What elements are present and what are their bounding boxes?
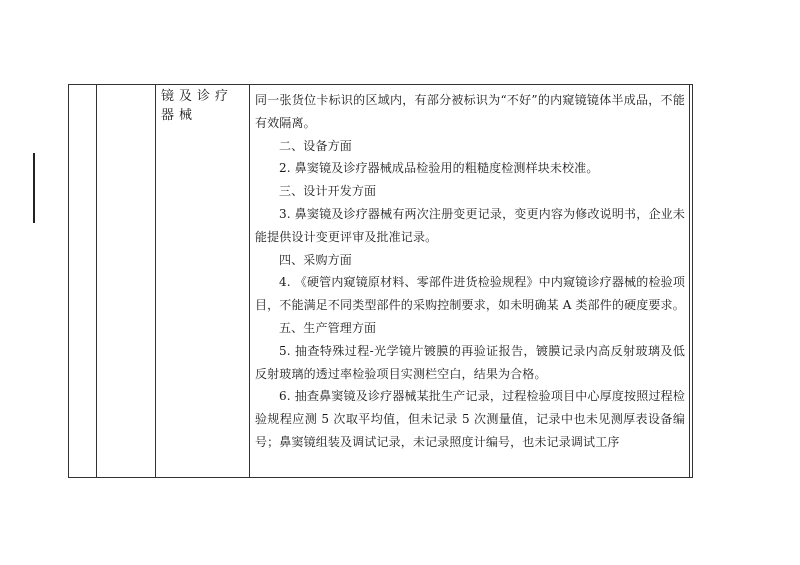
finding-item-6: 6. 抽查鼻窦镜及诊疗器械某批生产记录，过程检验项目中心厚度按照过程检验规程应测 5 次取平均值，但未记录 5 次测量值，记录中也未见测厚表设备编号；鼻窦镜组装及调试记录，未记录照度计编号，也未记录调试工序 (255, 389, 685, 449)
margin-mark (33, 153, 35, 223)
finding-item-4: 4. 《硬管内窥镜原材料、零部件进货检验规程》中内窥镜诊疗器械的检验项目，不能满足不同类型部件的采购控制要求，如未明确某 A 类部件的硬度要求。 (255, 275, 685, 313)
category-cell: 镜及诊疗器械 (161, 89, 234, 123)
findings-table (68, 84, 693, 478)
findings-content (249, 85, 689, 454)
section-heading-purchasing: 四、采购方面 (279, 252, 352, 267)
column-divider (96, 85, 97, 477)
section-heading-equipment: 二、设备方面 (279, 138, 352, 153)
finding-item-3: 3. 鼻窦镜及诊疗器械有两次注册变更记录，变更内容为修改说明书，企业未能提供设计变更评审及批准记录。 (255, 206, 685, 244)
finding-item-2: 2. 鼻窦镜及诊疗器械成品检验用的粗糙度检测样块未校准。 (279, 161, 599, 176)
section-heading-production: 五、生产管理方面 (279, 320, 377, 335)
paragraph-continuation: 同一张货位卡标识的区域内，有部分被标识为“不好”的内窥镜镜体半成品，不能有效隔离。 (255, 93, 685, 130)
column-divider (155, 85, 156, 477)
section-heading-design: 三、设计开发方面 (279, 184, 377, 199)
finding-item-5: 5. 抽查特殊过程-光学镜片镀膜的再验证报告，镀膜记录内高反射玻璃及低反射玻璃的透过率检验项目实测栏空白，结果为合格。 (255, 343, 685, 381)
column-divider (689, 85, 690, 477)
